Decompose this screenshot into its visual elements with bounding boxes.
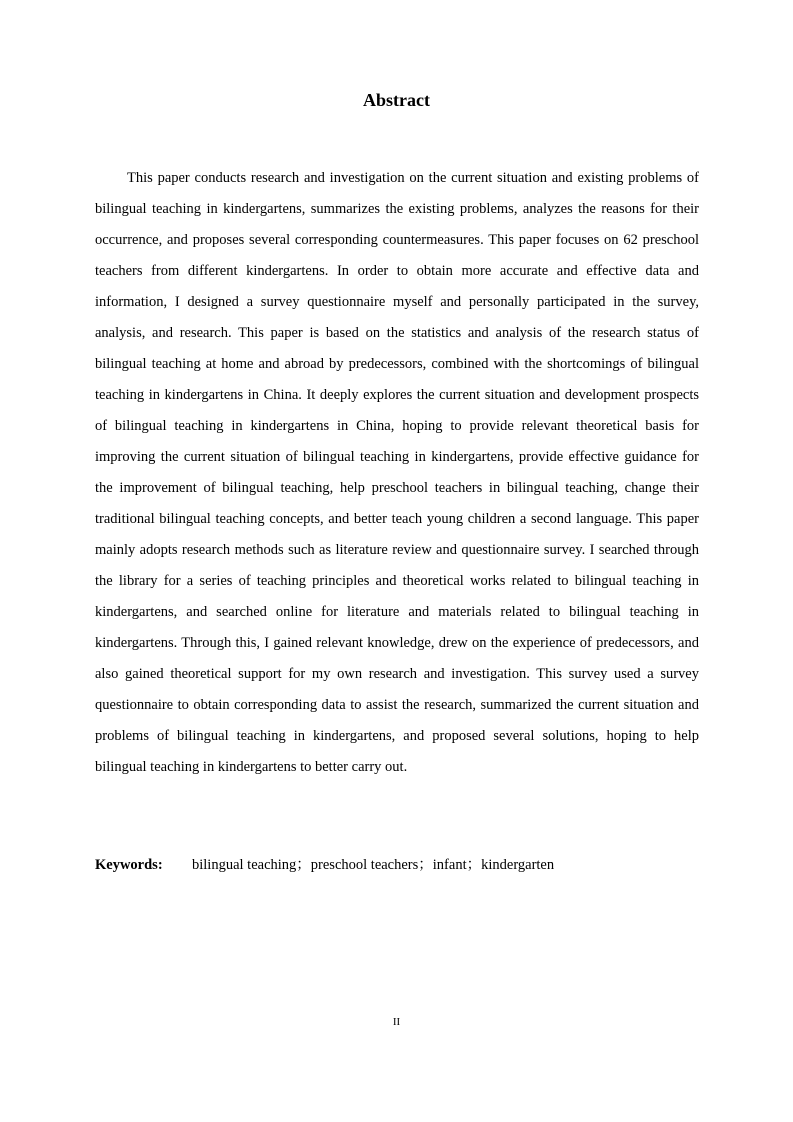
page-title: Abstract (363, 90, 430, 110)
abstract-body: This paper conducts research and investigation on the current situation and existing problems of bilingual teaching in kindergartens, summarizes the existing problems, analyzes the reasons for their occurrence, and proposes several corresponding countermeasures. This paper focuses on 62 preschool teachers from different kindergartens. In order to obtain more accurate and effective data and information, I designed a survey questionnaire myself and personally participated in the survey, analysis, and research. This paper is based on the statistics and analysis of the research status of bilingual teaching at home and abroad by predecessors, combined with the shortcomings of bilingual teaching in kindergartens in China. It deeply explores the current situation and development prospects of bilingual teaching in kindergartens in China, hoping to provide relevant theoretical basis for improving the current situation of bilingual teaching in kindergartens, provide effective guidance for the improvement of bilingual teaching, help preschool teachers in bilingual teaching, change their traditional bilingual teaching concepts, and better teach young children a second language. This paper mainly adopts research methods such as literature review and questionnaire survey. I searched through the library for a series of teaching principles and theoretical works related to bilingual teaching in kindergartens, and searched online for literature and materials related to bilingual teaching in kindergartens. Through this, I gained relevant knowledge, drew on the experience of predecessors, and also gained theoretical support for my own research and investigation. This survey used a survey questionnaire to obtain corresponding data to assist the research, summarized the current situation and problems of bilingual teaching in kindergartens, and proposed several solutions, hoping to help bilingual teaching in kindergartens to better carry out. (95, 170, 699, 775)
keywords-line (95, 850, 699, 881)
keywords-label: Keywords: (95, 857, 163, 873)
keywords-text: bilingual teaching；preschool teachers；infant；kindergarten (192, 857, 555, 873)
page-number: II (392, 1016, 401, 1028)
